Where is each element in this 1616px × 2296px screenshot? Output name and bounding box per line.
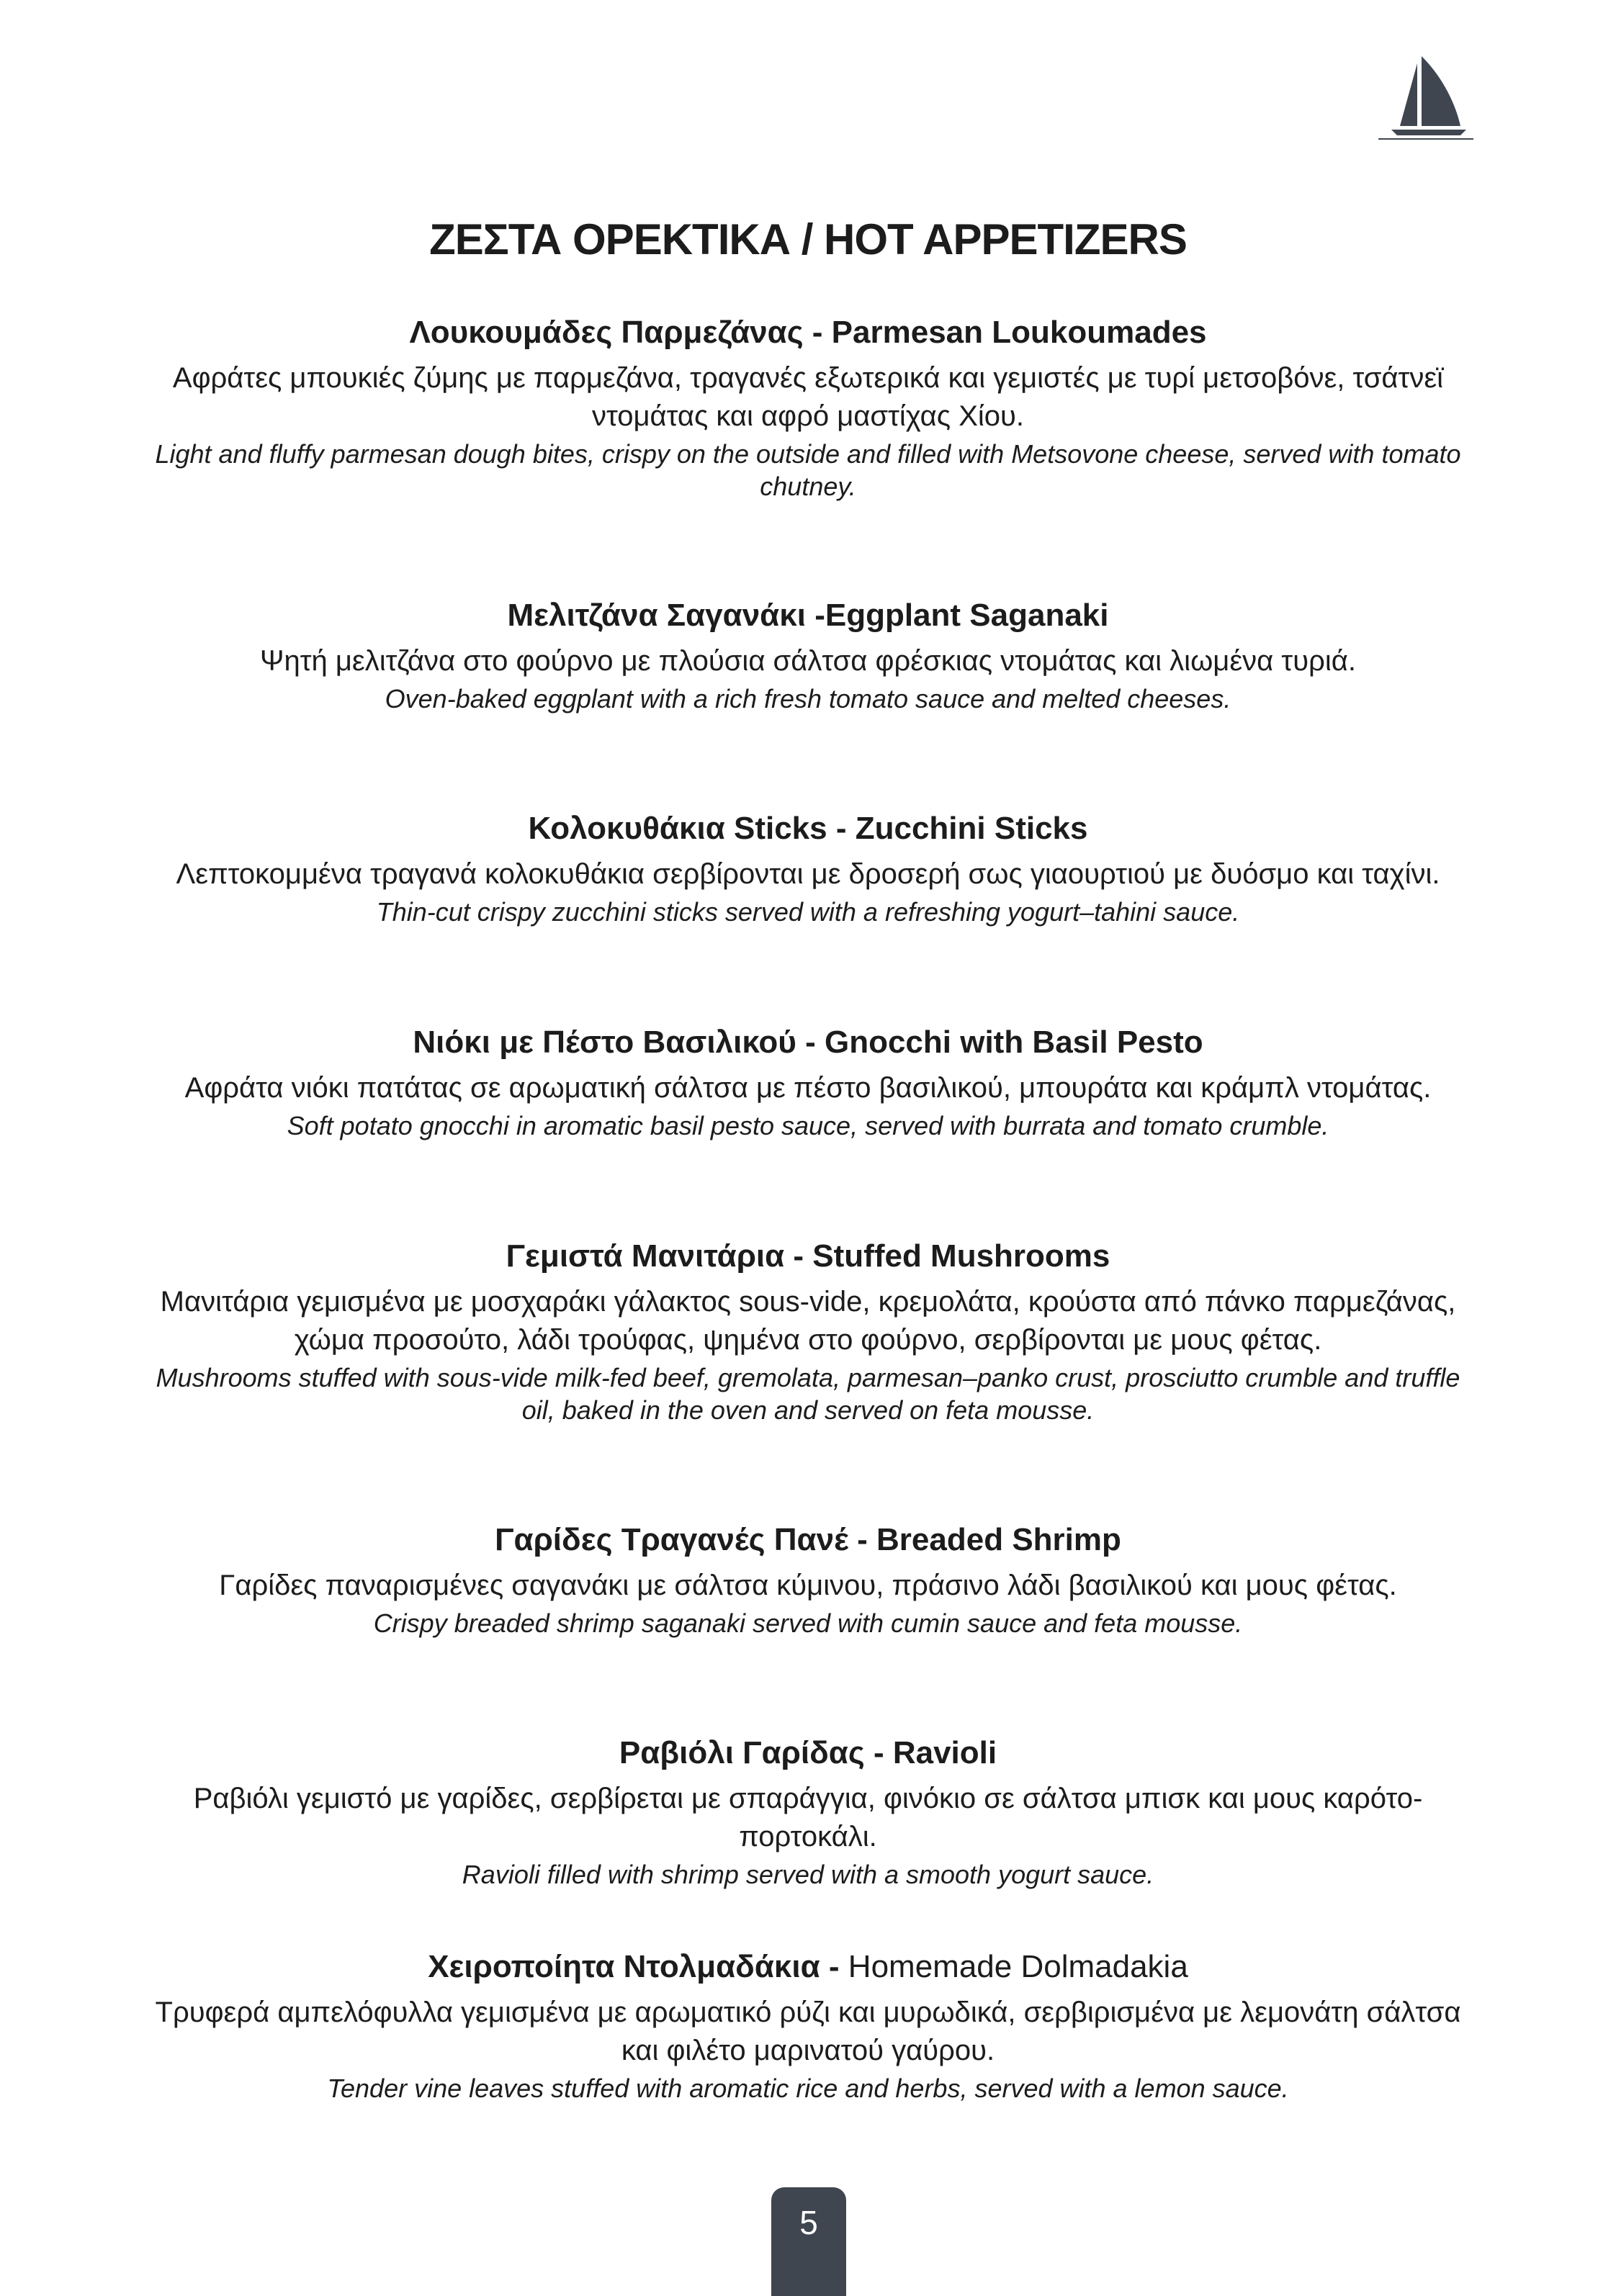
menu-item-description-greek: Τρυφερά αμπελόφυλλα γεμισμένα με αρωματικό ρύζι και μυρωδικά, σερβιρισμένα με λεμονάτη σάλτσα και φιλέτο μαρινατού γαύρου. bbox=[155, 1996, 1461, 2066]
menu-item-description-greek: Ψητή μελιτζάνα στο φούρνο με πλούσια σάλτσα φρέσκιας ντομάτας και λιωμένα τυριά. bbox=[260, 645, 1356, 677]
menu-item-title: Κολοκυθάκια Sticks - Zucchini Sticks bbox=[528, 811, 1088, 846]
menu-item-title-greek: Χειροποίητα Ντολμαδάκια - bbox=[428, 1949, 840, 1984]
menu-item-title: Γαρίδες Τραγανές Πανέ - Breaded Shrimp bbox=[495, 1522, 1121, 1557]
menu-item-description-english: Thin-cut crispy zucchini sticks served with a refreshing yogurt–tahini sauce. bbox=[376, 897, 1240, 927]
menu-item-description-english: Crispy breaded shrimp saganaki served with cumin sauce and feta mousse. bbox=[373, 1608, 1243, 1638]
menu-item-title: Λουκουμάδες Παρμεζάνας - Parmesan Loukoumades bbox=[409, 315, 1207, 350]
menu-item-title bbox=[144, 1946, 1472, 1988]
menu-item-title: Γεμιστά Μανιτάρια - Stuffed Mushrooms bbox=[506, 1238, 1110, 1274]
menu-item-title-english: Homemade Dolmadakia bbox=[839, 1949, 1188, 1984]
menu-item-description-greek: Μανιτάρια γεμισμένα με μοσχαράκι γάλακτος sous-vide, κρεμολάτα, κρούστα από πάνκο παρμεζάνας, χώμα προσούτο, λάδι τρούφας, ψημένα στο φούρνο, σερβίρονται με μους φέτας. bbox=[160, 1286, 1456, 1356]
menu-item bbox=[144, 595, 1472, 715]
page-number: 5 bbox=[771, 2187, 846, 2296]
menu-item bbox=[144, 1235, 1472, 1426]
menu-item-description-english: Ravioli filled with shrimp served with a smooth yogurt sauce. bbox=[462, 1860, 1154, 1889]
menu-item-description-english: Light and fluffy parmesan dough bites, crispy on the outside and filled with Metsovone cheese, served with tomato chutney. bbox=[155, 439, 1461, 501]
menu-item-description-greek: Λεπτοκομμένα τραγανά κολοκυθάκια σερβίρονται με δροσερή σως γιαουρτιού με δυόσμο και ταχίνι. bbox=[176, 858, 1440, 890]
menu-item-description-english: Mushrooms stuffed with sous-vide milk-fed beef, gremolata, parmesan–panko crust, prosciutto crumble and truffle oil, baked in the oven and served on feta mousse. bbox=[156, 1363, 1460, 1425]
menu-item-title: Ραβιόλι Γαρίδας - Ravioli bbox=[619, 1735, 997, 1770]
menu-item bbox=[144, 1519, 1472, 1639]
menu-item-description-greek: Ραβιόλι γεμιστό με γαρίδες, σερβίρεται με σπαράγγια, φινόκιο σε σάλτσα μπισκ και μους καρότο-πορτοκάλι. bbox=[193, 1783, 1423, 1852]
sailboat-icon bbox=[1375, 50, 1476, 140]
menu-item-title: Νιόκι με Πέστο Βασιλικού - Gnocchi with Basil Pesto bbox=[413, 1025, 1203, 1060]
menu-item-description-english: Tender vine leaves stuffed with aromatic rice and herbs, served with a lemon sauce. bbox=[327, 2074, 1289, 2103]
menu-item-description-greek: Αφράτες μπουκιές ζύμης με παρμεζάνα, τραγανές εξωτερικά και γεμιστές με τυρί μετσοβόνε, τσάτνεϊ ντομάτας και αφρό μαστίχας Χίου. bbox=[172, 362, 1444, 432]
menu-item bbox=[144, 312, 1472, 503]
menu-item-description-english: Oven-baked eggplant with a rich fresh tomato sauce and melted cheeses. bbox=[385, 684, 1231, 713]
menu-item bbox=[144, 1732, 1472, 1891]
menu-item-description-greek: Αφράτα νιόκι πατάτας σε αρωματική σάλτσα με πέστο βασιλικού, μπουράτα και κράμπλ ντομάτας. bbox=[184, 1072, 1432, 1104]
page-title: ΖΕΣΤΑ ΟΡΕΚΤΙΚΑ / HOT APPETIZERS bbox=[429, 215, 1187, 264]
menu-item bbox=[144, 1946, 1472, 2104]
menu-item bbox=[144, 808, 1472, 928]
menu-item-description-greek: Γαρίδες παναρισμένες σαγανάκι με σάλτσα κύμινου, πράσινο λάδι βασιλικού και μους φέτας. bbox=[219, 1570, 1397, 1601]
menu-item-title: Μελιτζάνα Σαγανάκι -Eggplant Saganaki bbox=[507, 598, 1109, 633]
menu-item-description-english: Soft potato gnocchi in aromatic basil pesto sauce, served with burrata and tomato crumble. bbox=[287, 1111, 1329, 1140]
menu-item bbox=[144, 1022, 1472, 1142]
